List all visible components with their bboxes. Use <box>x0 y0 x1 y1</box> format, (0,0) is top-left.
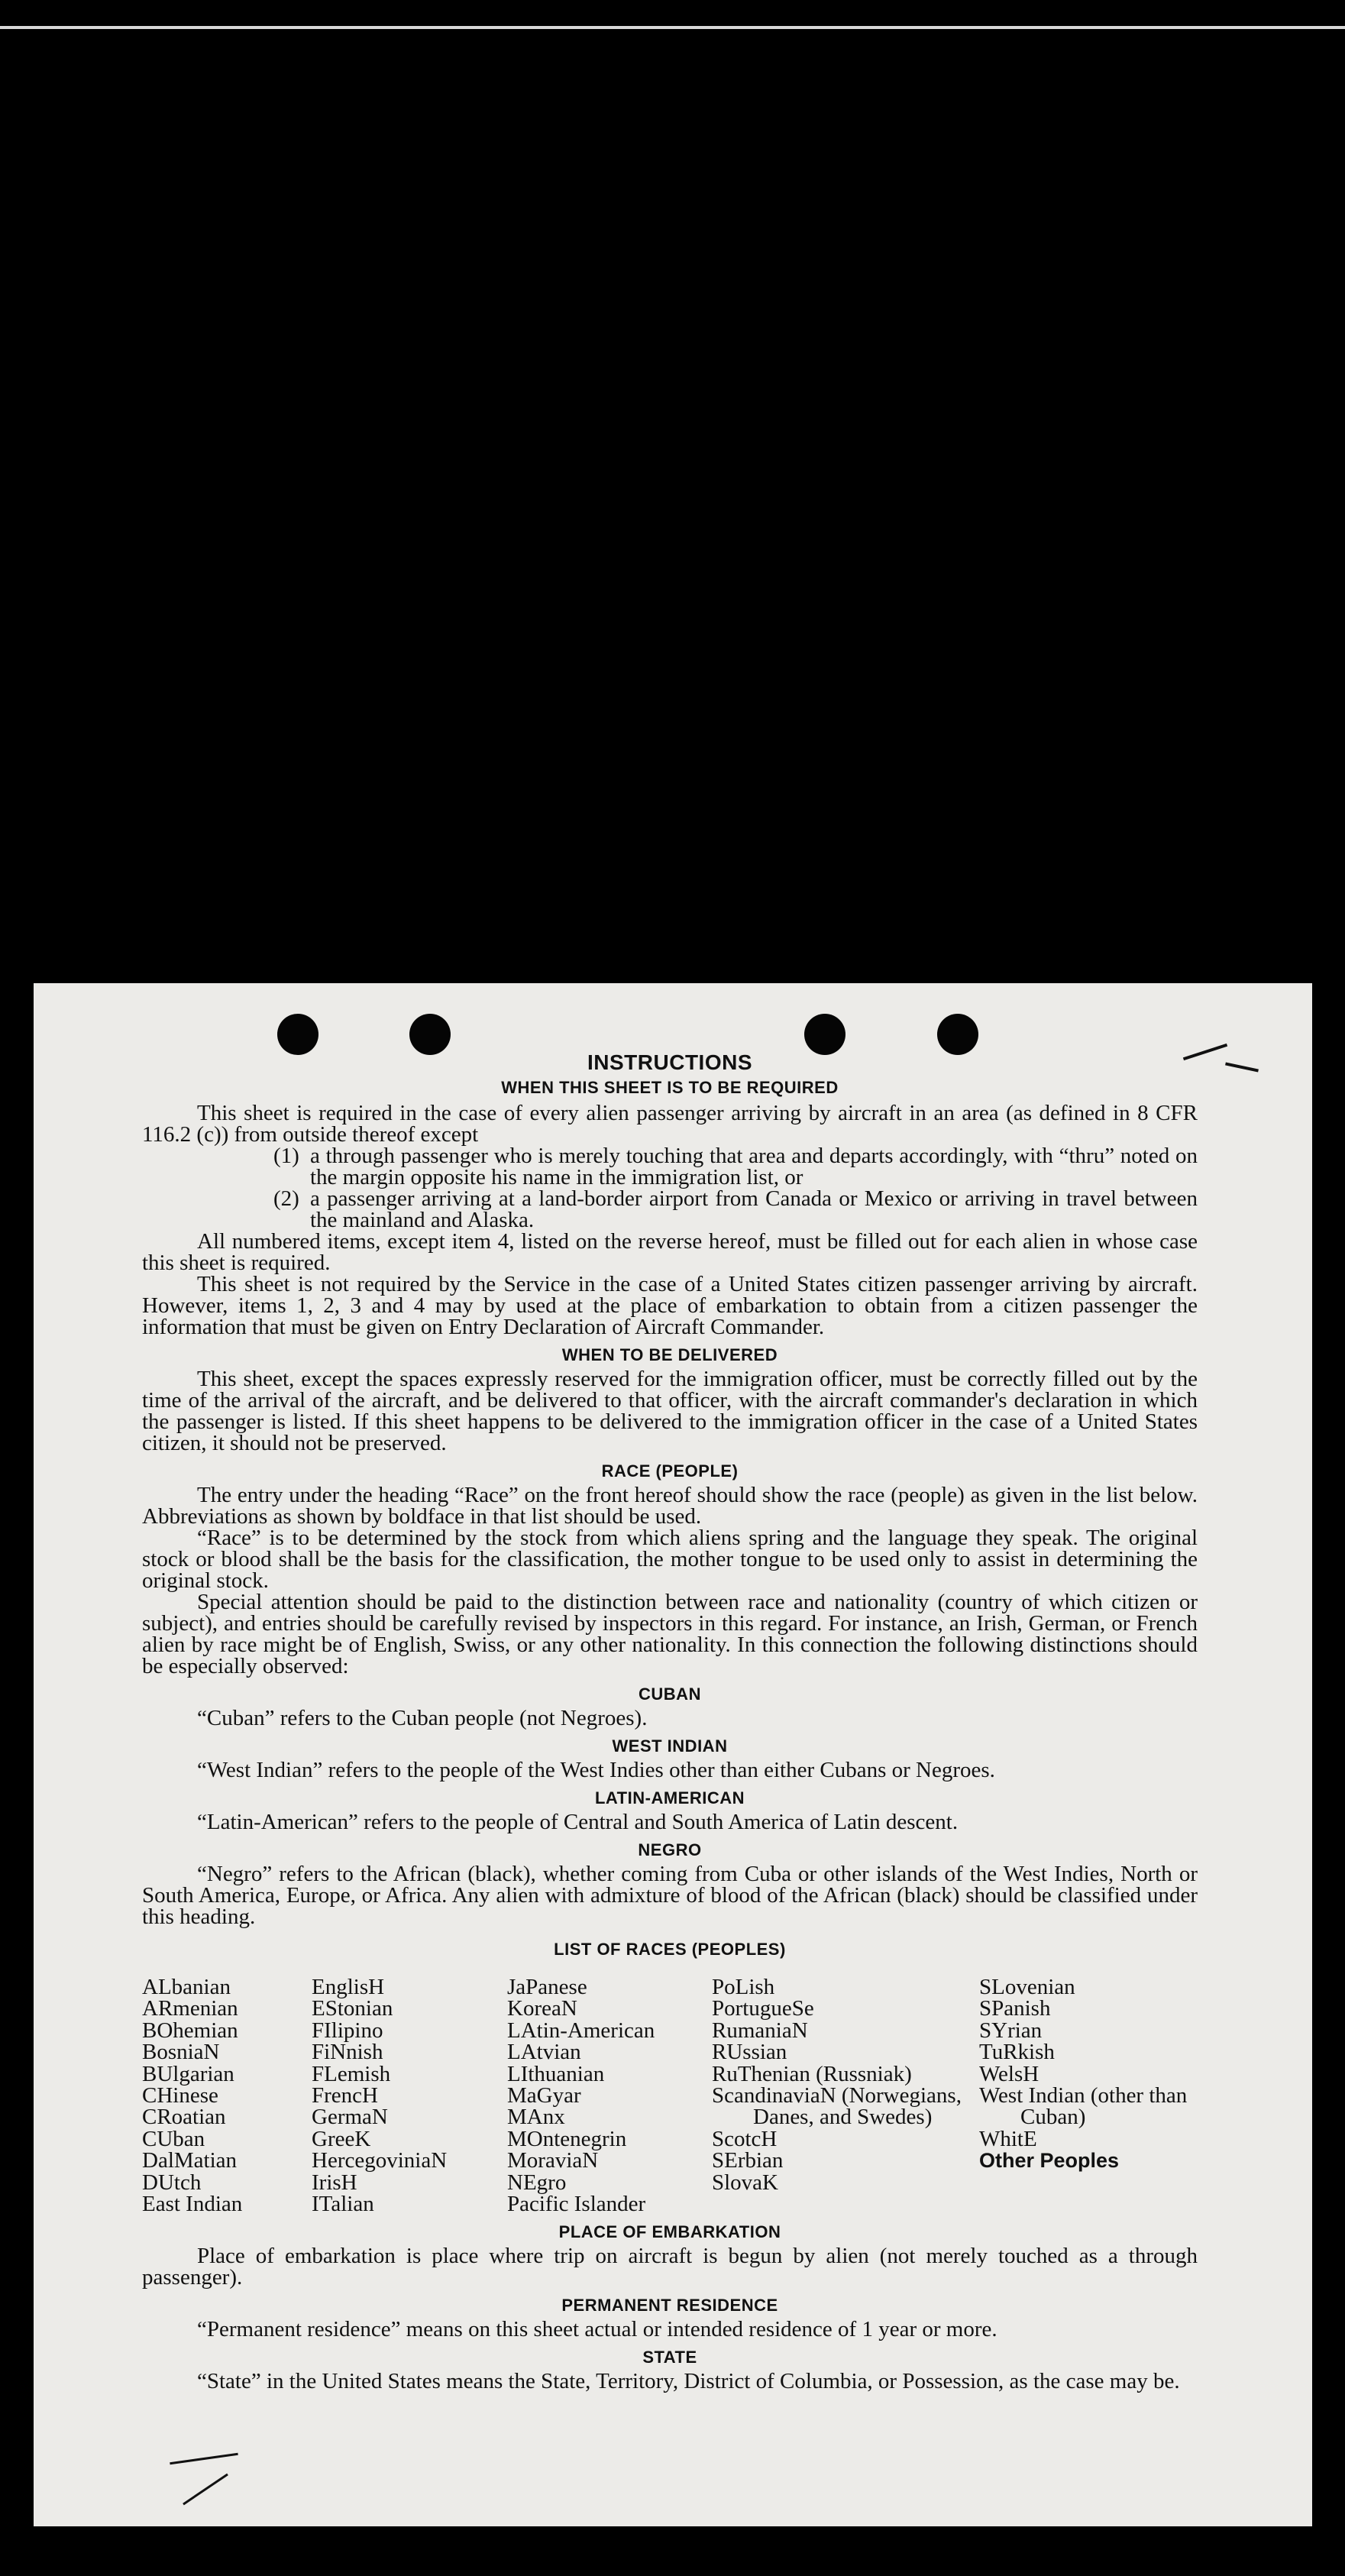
race-entry: BosniaN <box>142 2040 220 2065</box>
race-entry: East Indian <box>142 2192 243 2217</box>
section-heading: RACE (PEOPLE) <box>601 1461 739 1481</box>
race-entry: RUssian <box>712 2040 787 2065</box>
race-entry: MoraviaN <box>507 2148 599 2173</box>
race-entry: TuRkish <box>979 2040 1055 2065</box>
race-entry: LAtvian <box>507 2040 581 2065</box>
race-entry-other: Other Peoples <box>979 2149 1120 2173</box>
races-column <box>142 1976 295 2215</box>
race-entry: CRoatian <box>142 2105 226 2130</box>
race-entry: PoLish <box>712 1975 775 1999</box>
race-entry: WelsH <box>979 2061 1039 2086</box>
race-entry: SYrian <box>979 2018 1043 2043</box>
race-entry: CHinese <box>142 2083 218 2108</box>
paragraph: This sheet is required in the case of every alien passenger arriving by aircraft in an area (as defined in 8 CFR 116.2 (c)) from outside thereof except <box>142 1101 1198 1147</box>
race-entry: FrencH <box>312 2083 378 2108</box>
item-text: a through passenger who is merely touching that area and departs accordingly, with “thru” noted on the margin opposite his name in the immigration list, or <box>310 1144 1198 1189</box>
paragraph: Special attention should be paid to the distinction between race and nationality (country of which citizen or subject), and entries should be carefully revised by inspectors in this regard. For instance, an Irish, German, or French alien by race might be of English, Swiss, or any other nationality. In this connection the following distinctions should be especially observed: <box>142 1590 1198 1678</box>
race-entry: RumaniaN <box>712 2018 808 2043</box>
race-entry: RuThenian (Russniak) <box>712 2061 912 2086</box>
race-entry: HercegoviniaN <box>312 2148 448 2173</box>
race-entry: GreeK <box>312 2126 371 2151</box>
race-entry: FiNnish <box>312 2040 383 2065</box>
race-entry: Pacific Islander <box>507 2192 646 2217</box>
race-entry: BUlgarian <box>142 2061 234 2086</box>
item-number: (1) <box>273 1144 299 1168</box>
list-item <box>273 1145 1198 1188</box>
section-heading: PERMANENT RESIDENCE <box>561 2296 778 2315</box>
item-number: (2) <box>273 1186 299 1211</box>
paragraph: All numbered items, except item 4, listed on the reverse hereof, must be filled out for each alien in whose case this sheet is required. <box>142 1229 1198 1275</box>
race-entry: SLovenian <box>979 1975 1075 1999</box>
race-entry: DalMatian <box>142 2148 238 2173</box>
punch-hole <box>277 1014 318 1055</box>
race-entry: ITalian <box>312 2192 374 2217</box>
race-entry: NEgro <box>507 2170 567 2195</box>
paragraph: “Negro” refers to the African (black), whether coming from Cuba or other islands of the West Indies, North or South America, Europe, or Africa. Any alien with admixture of blood of the African (black) should be classified under this heading. <box>142 1862 1198 1929</box>
race-entry: KoreaN <box>507 1996 577 2021</box>
race-entry: MOntenegrin <box>507 2126 627 2151</box>
race-entry: LIthuanian <box>507 2061 605 2086</box>
section-heading: PLACE OF EMBARKATION <box>558 2222 781 2241</box>
race-entry: EnglisH <box>312 1975 385 1999</box>
paragraph: This sheet is not required by the Service in the case of a United States citizen passenger arriving by aircraft. However, items 1, 2, 3 and 4 may by used at the place of embarkation to obtain from a citizen passenger the information that must be given on Entry Declaration of Aircraft Commander. <box>142 1272 1198 1339</box>
race-entry: PortugueSe <box>712 1996 814 2021</box>
race-entry: CUban <box>142 2126 205 2151</box>
film-edge-line <box>0 26 1345 29</box>
race-entry: EStonian <box>312 1996 393 2021</box>
race-entry: ScandinaviaN (Norwegians, Danes, and Swedes) <box>712 2083 962 2130</box>
list-item <box>273 1188 1198 1231</box>
punch-hole <box>409 1014 451 1055</box>
section-heading: CUBAN <box>639 1684 701 1704</box>
race-entry: JaPanese <box>507 1975 587 1999</box>
races-list <box>142 1976 1198 2215</box>
race-entry: ScotcH <box>712 2126 778 2151</box>
race-entry: DUtch <box>142 2170 202 2195</box>
punch-hole <box>937 1014 978 1055</box>
race-entry: West Indian (other than Cuban) <box>979 2083 1188 2130</box>
races-column <box>979 1976 1198 2172</box>
race-entry: GermaN <box>312 2105 388 2130</box>
instructions-content <box>142 1050 1198 2392</box>
paragraph: “Permanent residence” means on this sheet actual or intended residence of 1 year or more. <box>197 2317 997 2341</box>
section-heading: WHEN THIS SHEET IS TO BE REQUIRED <box>501 1078 839 1097</box>
race-entry: FLemish <box>312 2061 391 2086</box>
race-entry: SlovaK <box>712 2170 778 2195</box>
race-entry: LAtin-American <box>507 2018 655 2043</box>
paragraph: “Latin-American” refers to the people of Central and South America of Latin descent. <box>197 1810 959 1834</box>
race-entry: BOhemian <box>142 2018 238 2043</box>
paragraph: “State” in the United States means the State, Territory, District of Columbia, or Possession, as the case may be. <box>197 2369 1180 2393</box>
races-column <box>712 1976 964 2193</box>
race-entry: FIlipino <box>312 2018 383 2043</box>
race-entry: WhitE <box>979 2126 1037 2151</box>
paragraph: “Race” is to be determined by the stock from which aliens spring and the language they speak. The original stock or blood shall be the basis for the classification, the mother tongue to be used only to assist in determining the original stock. <box>142 1526 1198 1593</box>
section-heading: LATIN-AMERICAN <box>594 1788 745 1807</box>
section-heading: WEST INDIAN <box>612 1736 728 1756</box>
paragraph: This sheet, except the spaces expressly reserved for the immigration officer, must be correctly filled out by the time of the arrival of the aircraft, and be delivered to that officer, with the aircraft commander's declaration in which the passenger is listed. If this sheet happens to be delivered to the immigration officer in the case of a United States citizen, it should not be preserved. <box>142 1367 1198 1455</box>
section-heading: LIST OF RACES (PEOPLES) <box>554 1940 786 1959</box>
paragraph: The entry under the heading “Race” on the front hereof should show the race (people) as given in the list below. Abbreviations as shown by boldface in that list should be used. <box>142 1483 1198 1529</box>
section-heading: STATE <box>642 2348 697 2367</box>
item-text: a passenger arriving at a land-border airport from Canada or Mexico or arriving in travel between the mainland and Alaska. <box>310 1186 1198 1232</box>
race-entry: ARmenian <box>142 1996 238 2021</box>
ink-mark <box>170 2453 238 2464</box>
punch-hole <box>804 1014 845 1055</box>
races-column <box>312 1976 495 2215</box>
paragraph: “Cuban” refers to the Cuban people (not Negroes). <box>197 1706 648 1730</box>
document-sheet <box>34 983 1312 2526</box>
race-entry: ALbanian <box>142 1975 231 1999</box>
ink-mark <box>183 2474 228 2506</box>
paragraph: Place of embarkation is place where trip on aircraft is begun by alien (not merely touched as a through passenger). <box>142 2244 1198 2290</box>
race-entry: IrisH <box>312 2170 357 2195</box>
ink-mark <box>1225 1062 1259 1072</box>
paragraph: “West Indian” refers to the people of the West Indies other than either Cubans or Negroes. <box>197 1758 995 1782</box>
race-entry: SErbian <box>712 2148 784 2173</box>
race-entry: MAnx <box>507 2105 565 2130</box>
section-heading: NEGRO <box>638 1840 702 1859</box>
race-entry: SPanish <box>979 1996 1051 2021</box>
race-entry: MaGyar <box>507 2083 581 2108</box>
races-column <box>507 1976 706 2215</box>
page-title: INSTRUCTIONS <box>587 1050 752 1074</box>
section-heading: WHEN TO BE DELIVERED <box>561 1345 778 1364</box>
